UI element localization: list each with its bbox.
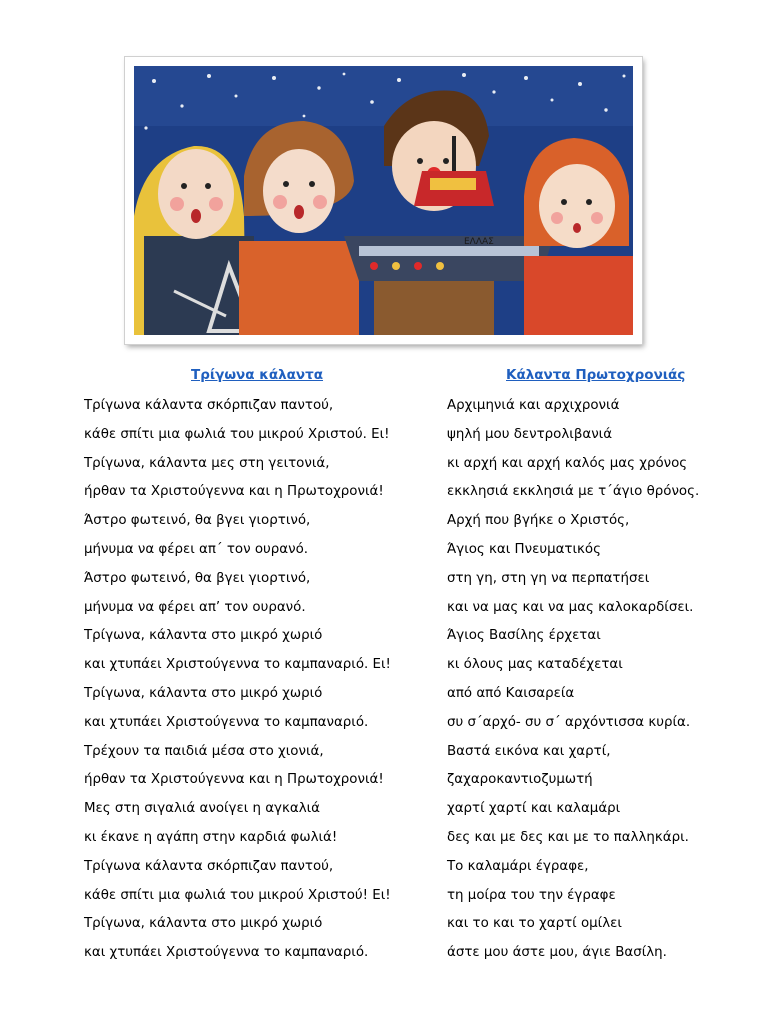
- lyric-line: κάθε σπίτι μια φωλιά του μικρού Χριστού. Ει!: [84, 426, 390, 442]
- svg-text:ΕΛΛΑΣ: ΕΛΛΑΣ: [464, 237, 494, 247]
- lyric-line: Άστρο φωτεινό, θα βγει γιορτινό,: [84, 513, 311, 529]
- lyric-line: Τρίγωνα, κάλαντα στο μικρό χωριό: [84, 685, 323, 701]
- lyric-line: Τρέχουν τα παιδιά μέσα στο χιονιά,: [84, 743, 324, 759]
- lyric-line: και χτυπάει Χριστούγεννα το καμπαναριό. Ει!: [84, 657, 391, 673]
- lyric-line: δες και με δες και με το παλληκάρι.: [447, 829, 689, 845]
- lyric-line: Το καλαμάρι έγραφε,: [447, 858, 589, 874]
- lyric-line: Τρίγωνα κάλαντα σκόρπιζαν παντού,: [84, 398, 334, 413]
- lyric-line: Τρίγωνα, κάλαντα στο μικρό χωριό: [84, 916, 323, 932]
- lyric-line: εκκλησιά εκκλησιά με τ΄άγιο θρόνος.: [447, 484, 700, 500]
- lyric-line: Άγιος Βασίλης έρχεται: [447, 628, 601, 644]
- lyric-line: και χτυπάει Χριστούγεννα το καμπαναριό.: [84, 714, 369, 730]
- lyric-line: κάθε σπίτι μια φωλιά του μικρού Χριστού! Ει!: [84, 887, 391, 903]
- lyric-line: κι όλους μας καταδέχεται: [447, 657, 623, 673]
- lyric-line: Αρχιμηνιά και αρχιχρονιά: [447, 398, 620, 413]
- lyric-line: χαρτί χαρτί και καλαμάρι: [447, 801, 621, 817]
- lyric-line: Άγιος και Πνευματικός: [447, 541, 601, 557]
- illustration-frame: [125, 57, 642, 344]
- lyric-line: μήνυμα να φέρει απ΄ τον ουρανό.: [84, 541, 309, 557]
- lyric-line: Άστρο φωτεινό, θα βγει γιορτινό,: [84, 570, 311, 586]
- lyric-line: κι αρχή και αρχή καλός μας χρόνος: [447, 455, 688, 471]
- lyric-line: Τρίγωνα κάλαντα σκόρπιζαν παντού,: [84, 858, 334, 874]
- lyric-line: Αρχή που βγήκε ο Χριστός,: [447, 513, 630, 529]
- lyric-line: από από Καισαρεία: [447, 685, 575, 701]
- lyric-line: και χτυπάει Χριστούγεννα το καμπαναριό.: [84, 945, 369, 961]
- lyrics-trigona: [84, 392, 414, 968]
- children-singing-carols-illustration: [134, 66, 633, 335]
- lyric-line: ψηλή μου δεντρολιβανιά: [447, 426, 613, 442]
- lyric-line: Βαστά εικόνα και χαρτί,: [447, 743, 611, 759]
- lyrics-protochronias: [447, 392, 747, 968]
- lyric-line: στη γη, στη γη να περπατήσει: [447, 570, 650, 586]
- lyric-line: και να μας και να μας καλοκαρδίσει.: [447, 599, 694, 615]
- lyric-line: κι έκανε η αγάπη στην καρδιά φωλιά!: [84, 829, 338, 845]
- song-title-trigona[interactable]: Τρίγωνα κάλαντα: [191, 367, 324, 383]
- lyric-line: Μες στη σιγαλιά ανοίγει η αγκαλιά: [84, 801, 320, 817]
- lyric-line: ζαχαροκαντιοζυμωτή: [447, 772, 593, 788]
- child-right: [524, 138, 633, 335]
- lyric-line: και το και το χαρτί ομίλει: [447, 916, 622, 932]
- song-title-protochronias[interactable]: Κάλαντα Πρωτοχρονιάς: [506, 367, 686, 383]
- lyric-line: ήρθαν τα Χριστούγεννα και η Πρωτοχρονιά!: [84, 772, 384, 788]
- lyric-line: τη μοίρα του την έγραφε: [447, 887, 616, 903]
- lyric-line: Τρίγωνα, κάλαντα μες στη γειτονιά,: [84, 455, 330, 471]
- lyric-line: άστε μου άστε μου, άγιε Βασίλη.: [447, 945, 667, 961]
- lyric-line: μήνυμα να φέρει απ’ τον ουρανό.: [84, 599, 306, 615]
- song-column-trigona: [84, 364, 414, 968]
- song-column-protochronias: [447, 364, 747, 968]
- lyric-line: ήρθαν τα Χριστούγεννα και η Πρωτοχρονιά!: [84, 484, 384, 500]
- lyric-line: Τρίγωνα, κάλαντα στο μικρό χωριό: [84, 628, 323, 644]
- lyric-line: συ σ΄αρχό- συ σ΄ αρχόντισσα κυρία.: [447, 714, 691, 730]
